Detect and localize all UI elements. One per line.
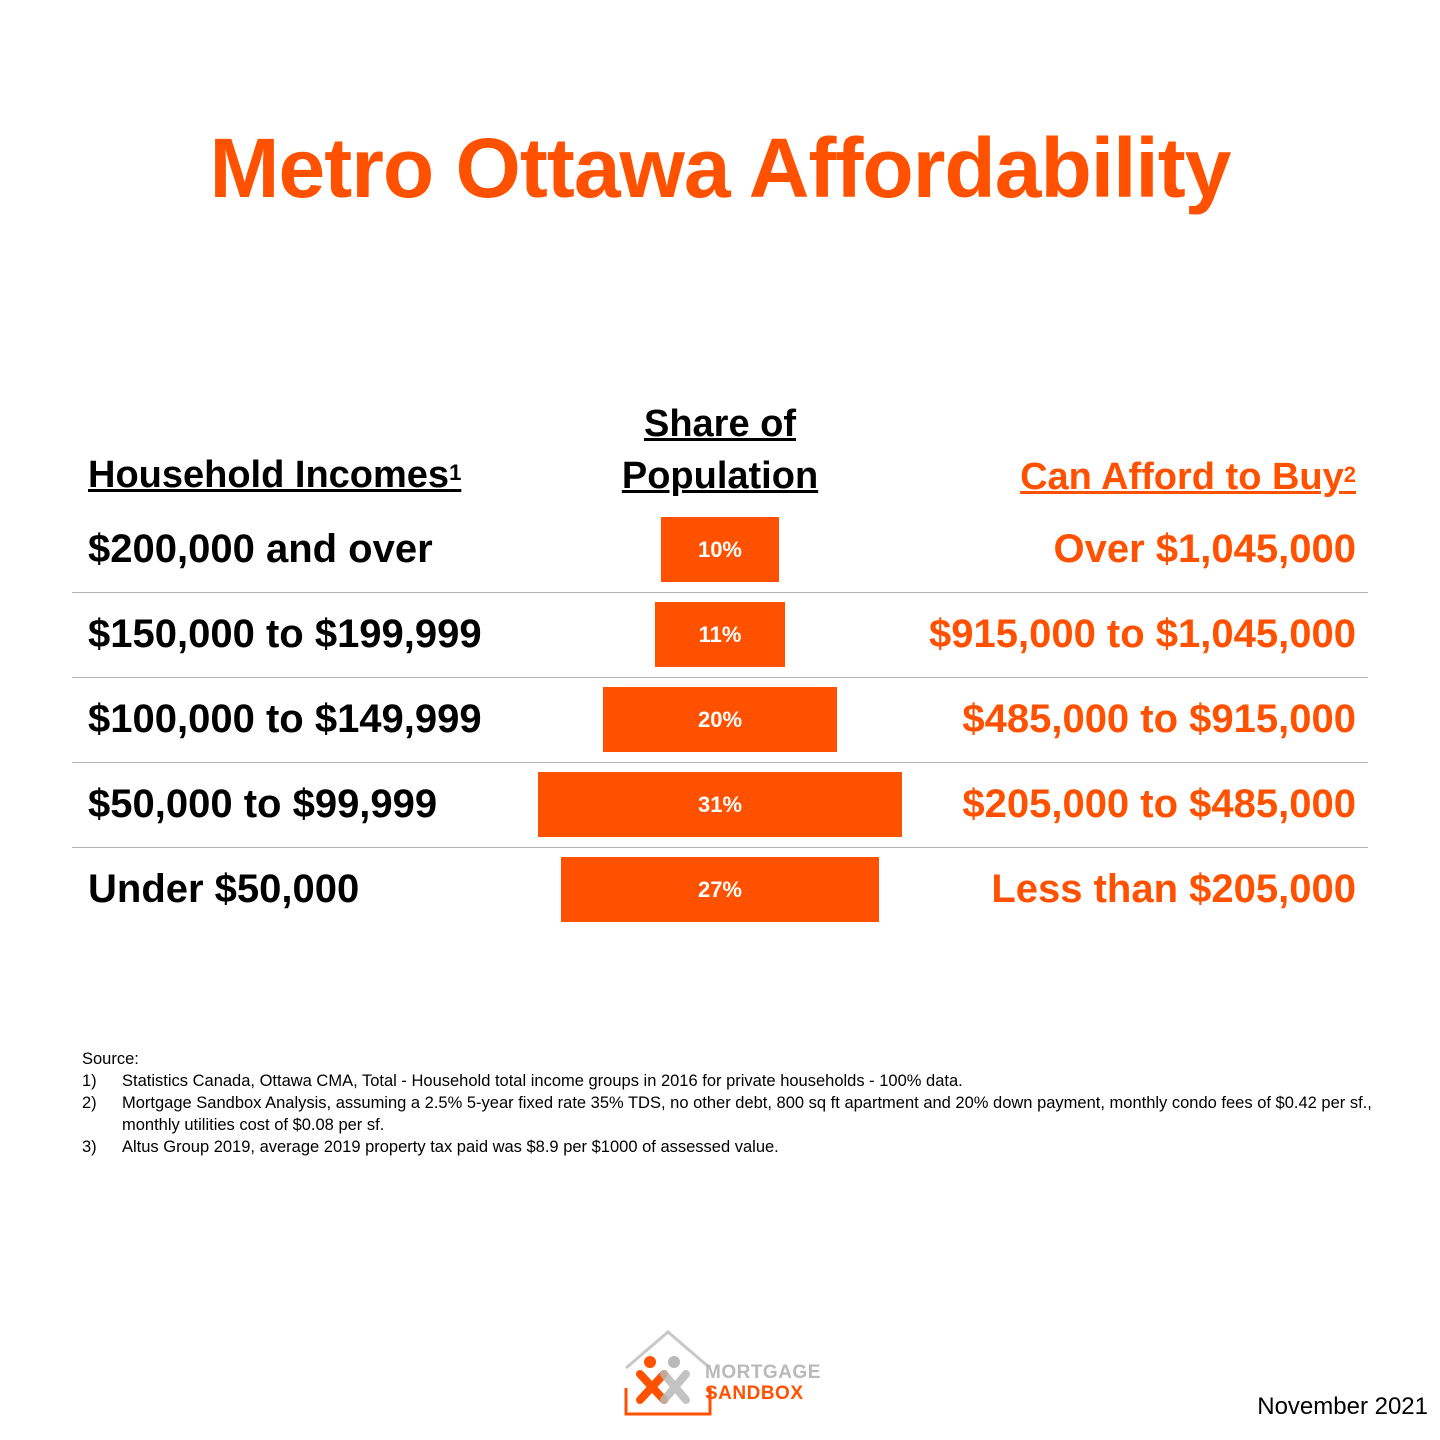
- bar-value-label: 10%: [697, 536, 742, 562]
- income-range: Under $50,000: [88, 867, 360, 911]
- population-share-bar: [561, 857, 878, 922]
- table-row: [72, 847, 1368, 932]
- table-row: [72, 592, 1368, 678]
- income-range: $50,000 to $99,999: [88, 782, 438, 826]
- bar-value-label: 11%: [698, 621, 742, 647]
- source-notes: [82, 1048, 1422, 1158]
- header-household-incomes: Household Incomes$^1$: [88, 454, 462, 496]
- source-item: 2) Mortgage Sandbox Analysis, assuming a 2.5% 5-year fixed rate 35% TDS, no other debt, 800 sq ft apartment and 20% down payment, monthly condo fees of $0.42 per sf., monthly utilities cost of $0.08 per sf.: [82, 1094, 1372, 1134]
- bar-value-label: 31%: [697, 791, 743, 817]
- population-share-bar: [661, 517, 778, 582]
- page-title: Metro Ottawa Affordability: [209, 121, 1231, 215]
- bar-value-label: 20%: [697, 706, 743, 732]
- source-heading: Source:: [82, 1050, 139, 1068]
- header-can-afford-to-buy: Can Afford to Buy$^2$: [1020, 456, 1356, 498]
- logo-text: MORTGAGE SANDBOX: [705, 1362, 821, 1404]
- footnote-marker: 2: [1343, 462, 1356, 487]
- bar-value-label: 27%: [697, 876, 742, 902]
- footnote-marker: 1: [449, 460, 462, 485]
- source-item: 3) Altus Group 2019, average 2019 property tax paid was $8.9 per $1000 of assessed value.: [82, 1138, 779, 1156]
- population-share-bar: [655, 602, 784, 667]
- income-range: $100,000 to $149,999: [88, 697, 482, 741]
- affordable-price-range: $485,000 to $915,000: [962, 697, 1356, 741]
- table-row: [72, 762, 1368, 848]
- source-item: 1) Statistics Canada, Ottawa CMA, Total - Household total income groups in 2016 for private households - 100% data.: [82, 1072, 963, 1090]
- affordable-price-range: $915,000 to $1,045,000: [928, 612, 1356, 656]
- population-share-bar: [603, 687, 838, 752]
- income-range: $150,000 to $199,999: [88, 612, 482, 656]
- population-share-bar: [538, 772, 902, 837]
- header-share-of-population: Share of Population: [621, 403, 819, 497]
- table-row: [72, 677, 1368, 763]
- income-range: $200,000 and over: [88, 527, 433, 571]
- affordable-price-range: Over $1,045,000: [1053, 527, 1356, 571]
- affordable-price-range: $205,000 to $485,000: [962, 782, 1356, 826]
- table-row: [72, 507, 1368, 593]
- date-label: November 2021: [1257, 1393, 1428, 1420]
- affordable-price-range: Less than $205,000: [991, 867, 1356, 911]
